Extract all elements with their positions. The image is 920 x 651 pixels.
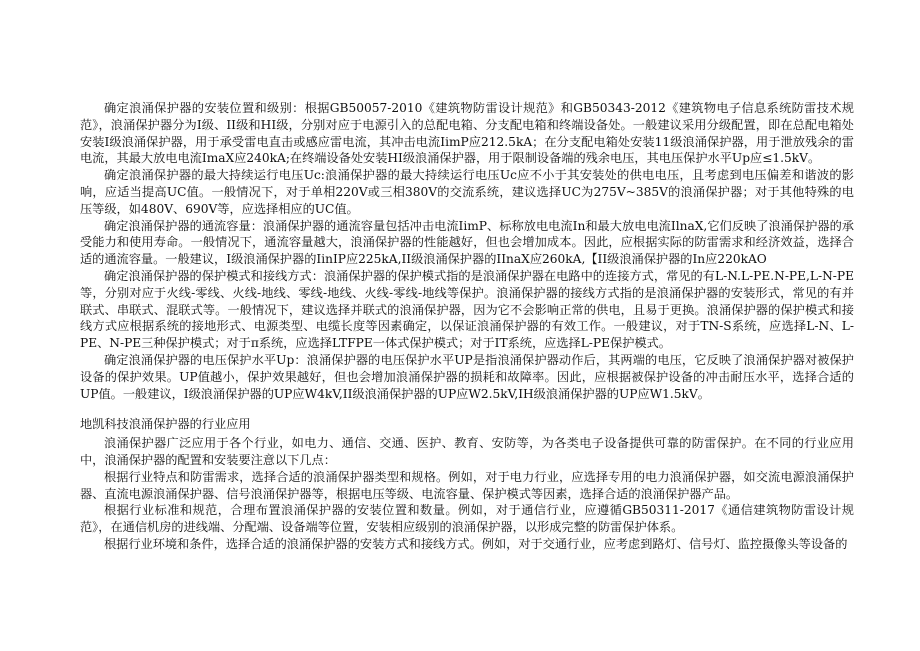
paragraph-voltage-protection-level: 确定浪涌保护器的电压保护水平Up：浪涌保护器的电压保护水平UP是指浪涌保护器动作后，其两端的电压，它反映了浪涌保护器对被保护设备的保护效果。UP值越小，保护效果越好，但也会增加浪涌保护器的损耗和故障率。因此，应根据被保护设备的冲击耐压水平，选择合适的UP值。一般建议，Ⅰ级浪涌保护器的UP应W4kV,II级浪涌保护器的UP应W2.5kV,IH级浪涌保护器的UP应W1.5kV。	[80, 352, 854, 401]
paragraph-industry-standards: 根据行业标准和规范，合理布置浪涌保护器的安装位置和数量。例如，对于通信行业，应遵循GB50311-2017《通信建筑物防雷设计规范》，在通信机房的进线端、分配端、设备端等位置，安装相应级别的浪涌保护器，以形成完整的防雷保护体系。	[80, 503, 854, 535]
section-heading: 地凯科技浪涌保护器的行业应用	[80, 417, 251, 432]
paragraph-max-continuous-voltage: 确定浪涌保护器的最大持续运行电压Uc:浪涌保护器的最大持续运行电压Uc应不小于其安装处的供电电压，且考虑到电压偏差和谐波的影响，应适当提高UC值。一般情况下，对于单相220V或三相380V的交流系统，建议选择UC为275V~385V的浪涌保护器；对于其他特殊的电压等级，如480V、690V等，应选择相应的UC值。	[80, 168, 854, 216]
paragraph-current-capacity: 确定浪涌保护器的通流容量：浪涌保护器的通流容量包括冲击电流IimP、标称放电电流In和最大放电电流IlnaX,它们反映了浪涌保护器的承受能力和使用寿命。一般情况下，通流容量越大，浪涌保护器的性能越好，但也会增加成本。因此，应根据实际的防雷需求和经济效益，选择合适的通流容量。一般建议，Ⅰ级浪涌保护器的IinIP应225kA,II级浪涌保护器的IInaX应260kA,【II级浪涌保护器的In应220kAO	[80, 218, 854, 267]
paragraph-industry-installation: 根据行业环境和条件，选择合适的浪涌保护器的安装方式和接线方式。例如，对于交通行业，应考虑到路灯、信号灯、监控摄像头等设备的	[104, 536, 848, 551]
paragraph-industry-intro: 浪涌保护器广泛应用于各个行业，如电力、通信、交通、医护、教育、安防等，为各类电子设备提供可靠的防雷保护。在不同的行业应用中，浪涌保护器的配置和安装要注意以下几点：	[80, 436, 854, 467]
paragraph-installation-level: 确定浪涌保护器的安装位置和级别：根据GB50057-2010《建筑物防雷设计规范》和GB50343-2012《建筑物电子信息系统防雷技术规范》，浪涌保护器分为Ⅰ级、II级和HI级，分别对应于电源引入的总配电箱、分支配电箱和终端设备处。一般建议采用分级配置，即在总配电箱处安装Ⅰ级浪涌保护器，用于承受雷电直击或感应雷电流，其冲击电流IimP应212.5kA；在分支配电箱处安装11级浪涌保护器，用于泄放残余的雷电流，其最大放电电流ImaX应240kA;在终端设备处安装HI级浪涌保护器，用于限制设备端的残余电压，其电压保护水平Up应≤1.5kV。	[80, 101, 854, 166]
paragraph-industry-type-selection: 根据行业特点和防雷需求，选择合适的浪涌保护器类型和规格。例如，对于电力行业，应选择专用的电力浪涌保护器，如交流电源浪涌保护器、直流电源浪涌保护器、信号浪涌保护器等，根据电压等级、电流容量、保护模式等因素，选择合适的浪涌保护器产品。	[80, 469, 854, 501]
paragraph-protection-mode: 确定浪涌保护器的保护模式和接线方式：浪涌保护器的保护模式指的是浪涌保护器在电路中的连接方式，常见的有L-N.L-PE.N-PE,L-N-PE等，分别对应于火线-零线、火线-地线、零线-地线、火线-零线-地线等保护。浪涌保护器的接线方式指的是浪涌保护器的安装形式，常见的有并联式、串联式、混联式等。一般情况下，建议选择并联式的浪涌保护器，因为它不会影响正常的供电，且易于更换。浪涌保护器的保护模式和接线方式应根据系统的接地形式、电源类型、电缆长度等因素确定，以保证浪涌保护器的有效工作。一般建议，对于TN-S系统，应选择L-N、L-PE、N-PE三种保护模式；对于π系统，应选择LTFPE一体式保护模式；对于IT系统，应选择L-PE保护模式。	[80, 268, 854, 351]
document-page	[80, 100, 854, 553]
